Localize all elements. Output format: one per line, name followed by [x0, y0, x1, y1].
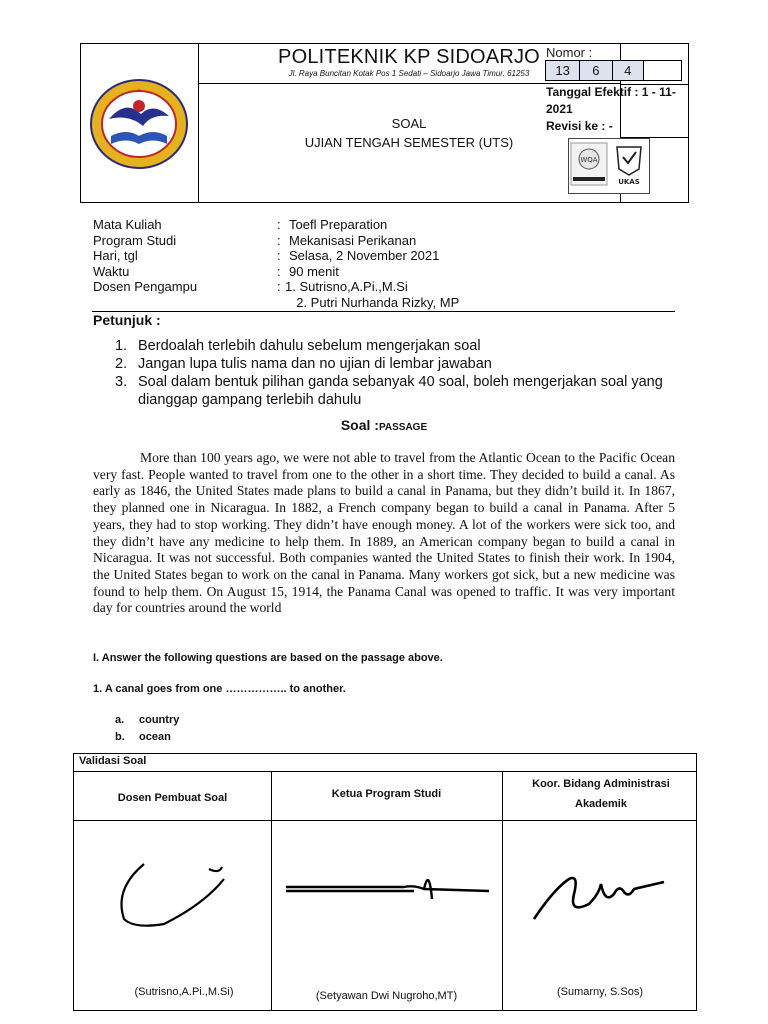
signer-name: (Setyawan Dwi Nugroho,MT) [315, 990, 458, 1002]
meta-row: Waktu : 90 menit [93, 263, 339, 279]
validation-table [73, 753, 697, 1011]
signature-3 [529, 864, 679, 924]
validation-title: Validasi Soal [79, 755, 147, 767]
certification-logos [568, 138, 650, 194]
meta-row: 2. Putri Nurhanda Rizky, MP [289, 294, 460, 310]
nomor-boxes [545, 60, 682, 81]
reading-passage: More than 100 years ago, we were not able to travel from the Atlantic Ocean to the Pacific Ocean very fast. People wanted to travel from one to the other in a short time. They decided to build a canal. As early as 1846, the United States made plans to build a canal in Panama, but they didn’t build it. In 1867, they planned one in Nicaragua. In 1882, a French company began to build a canal in Panama. After 5 years, they had to stop working. They didn’t have enough money. A lot of the workers were sick too, and they didn’t have any medicine to help them. In 1889, an American company began to build a canal in Nicaragua. It was not successful. Both companies wanted the United States to finish their work. In 1904, the United States began to work on the canal in Panama. Many workers got sick, but a new medicine was found to help them. On August 15, 1914, the Panama Canal was opened to traffic. It was very important day for countries around the world [93, 450, 675, 616]
ukas-label: UKAS [618, 178, 640, 186]
nomor-box-1: 13 [546, 61, 580, 80]
column-header: Dosen Pembuat Soal [117, 792, 228, 804]
signature-2 [284, 859, 494, 919]
institution-logo [81, 44, 198, 202]
signer-name: (Sutrisno,A.Pi.,M.Si) [134, 986, 234, 998]
doc-type: SOAL [391, 116, 427, 131]
soal-title: Soal :PASSAGE [340, 417, 428, 433]
column-header: Koor. Bidang Administrasi Akademik [532, 778, 670, 810]
soal-subtitle: PASSAGE [378, 422, 428, 433]
institution-address: Jl. Raya Buncitan Kotak Pos 1 Sedati – Sidoarjo Jawa Timur. 61253 [288, 69, 530, 78]
instructions-list [115, 337, 685, 409]
nomor-box-3: 4 [613, 61, 644, 80]
tanggal-value: 1 - 11- 2021 [546, 85, 676, 116]
list-item: 3. Soal dalam bentuk pilihan ganda sebanyak 40 soal, boleh mengerjakan soal yang dianggap gampang terlebih dahulu [115, 374, 663, 408]
nomor-box-4 [644, 61, 681, 80]
meta-row: Hari, tgl : Selasa, 2 November 2021 [93, 248, 440, 263]
institution-name: POLITEKNIK KP SIDOARJO [278, 46, 540, 68]
meta-row: Program Studi : Mekanisasi Perikanan [93, 232, 417, 248]
wqa-label: WQA [580, 156, 598, 164]
column-header: Ketua Program Studi [331, 788, 442, 800]
svg-text:★: ★ [136, 88, 142, 94]
question-instruction: I. Answer the following questions are based on the passage above. [93, 652, 443, 664]
exam-name: UJIAN TENGAH SEMESTER (UTS) [304, 135, 514, 150]
option-b: b. ocean [115, 731, 171, 743]
nomor-label: Nomor : [546, 45, 593, 60]
effective-date [546, 84, 686, 135]
instructions-title: Petunjuk : [93, 312, 161, 328]
list-item: 2. Jangan lupa tulis nama dan no ujian di lembar jawaban [115, 356, 492, 372]
option-a: a. country [115, 714, 180, 726]
revisi-value: - [608, 119, 613, 133]
meta-row: Dosen Pengampu : 1. Sutrisno,A.Pi.,M.Si [93, 279, 408, 294]
divider [92, 311, 675, 312]
revisi-label: Revisi ke : [546, 119, 606, 133]
course-info [93, 217, 459, 310]
list-item: 1. Berdoalah terlebih dahulu sebelum mengerjakan soal [115, 338, 481, 354]
nomor-box-2: 6 [580, 61, 612, 80]
question-1: 1. A canal goes from one …………….. to another. [93, 683, 346, 695]
signature-1 [104, 849, 244, 934]
answer-options [115, 712, 179, 746]
tanggal-label: Tanggal Efektif : [546, 85, 639, 99]
meta-row: Mata Kuliah : Toefl Preparation [93, 217, 388, 232]
logo-cell [81, 44, 199, 202]
signer-name: (Sumarny, S.Sos) [557, 986, 643, 998]
